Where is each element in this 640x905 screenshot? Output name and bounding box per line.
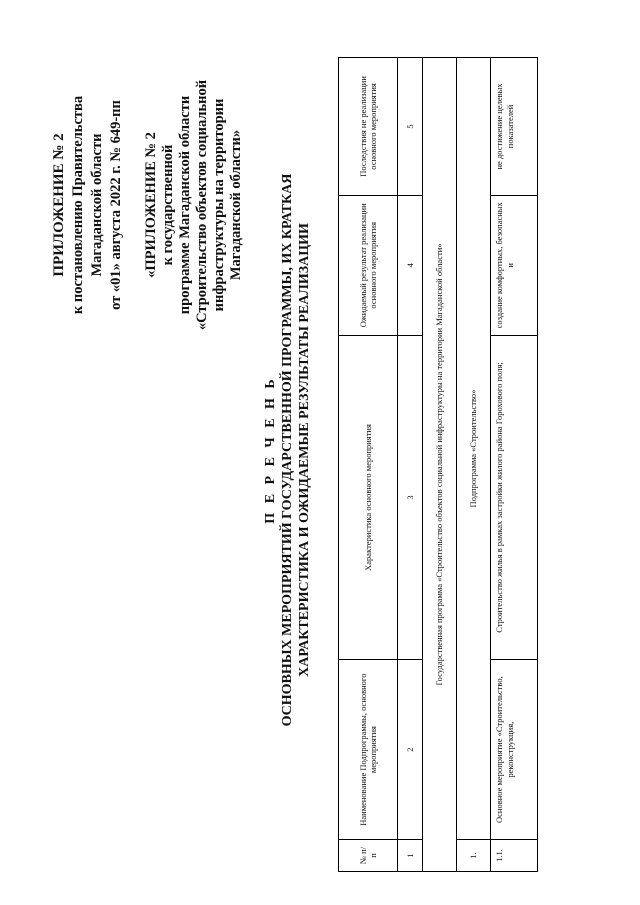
column-number: 5 xyxy=(398,58,423,196)
row-characteristic: Строительство жилья в рамках застройки жилого района Горохового поля; xyxy=(491,335,538,660)
row-name: Основное мероприятие «Строительство, реконструкция, xyxy=(491,660,538,840)
column-number-row xyxy=(398,58,423,872)
inner-appendix-line: программе Магаданской области xyxy=(177,95,193,315)
row-number: 1.1. xyxy=(491,840,538,872)
program-cell: Государственная программа «Строительство объектов социальной инфраструктуры на территории Магаданской области» xyxy=(423,58,457,872)
table-header-row xyxy=(339,58,398,872)
program-row xyxy=(423,58,457,872)
appendix-line: к постановлению Правительства xyxy=(70,95,86,315)
title-word: П Е Р Е Ч Е Н Ь xyxy=(263,376,278,524)
column-number: 4 xyxy=(398,195,423,335)
column-number: 3 xyxy=(398,335,423,660)
table-row xyxy=(491,58,538,872)
header-cell: Характеристика основного мероприятия xyxy=(339,335,398,660)
row-consequence: не достижение целевых показателей xyxy=(491,58,538,196)
subprogram-row xyxy=(457,58,491,872)
inner-appendix-line: к государственной xyxy=(160,144,176,266)
row-result: создание комфортных, безопасных и xyxy=(491,195,538,335)
inner-appendix-title: «ПРИЛОЖЕНИЕ № 2 xyxy=(143,132,159,278)
appendix-line: Магаданской области xyxy=(89,133,105,277)
appendix-block xyxy=(50,40,126,370)
appendix-line: от «01» августа 2022 г. № 649-пп xyxy=(108,100,124,310)
title-line: ОСНОВНЫХ МЕРОПРИЯТИЙ ГОСУДАРСТВЕННОЙ ПРОГРАММЫ, ИХ КРАТКАЯ xyxy=(280,173,295,727)
inner-appendix-line: «Строительство объектов социальной xyxy=(194,79,210,331)
inner-appendix-line: Магаданской области» xyxy=(228,129,244,281)
header-cell: № п/п xyxy=(339,840,398,872)
inner-appendix-line: инфраструктуры на территории xyxy=(211,98,227,312)
header-cell: Ожидаемый результат реализации основного мероприятия xyxy=(339,195,398,335)
subprogram-number: 1. xyxy=(457,840,491,872)
inner-appendix-block xyxy=(143,40,245,370)
title-line: ХАРАКТЕРИСТИКА И ОЖИДАЕМЫЕ РЕЗУЛЬТАТЫ РЕАЛИЗАЦИИ xyxy=(297,223,312,677)
column-number: 1 xyxy=(398,840,423,872)
measures-table xyxy=(338,57,538,872)
header-cell: Наименование Подпрограммы, основного мероприятия xyxy=(339,660,398,840)
document-title xyxy=(262,55,313,845)
appendix-title: ПРИЛОЖЕНИЕ № 2 xyxy=(51,133,67,277)
column-number: 2 xyxy=(398,660,423,840)
header-cell: Последствия не реализации основного мероприятия xyxy=(339,58,398,196)
subprogram-label: Подпрограмма «Строительство» xyxy=(457,58,491,840)
